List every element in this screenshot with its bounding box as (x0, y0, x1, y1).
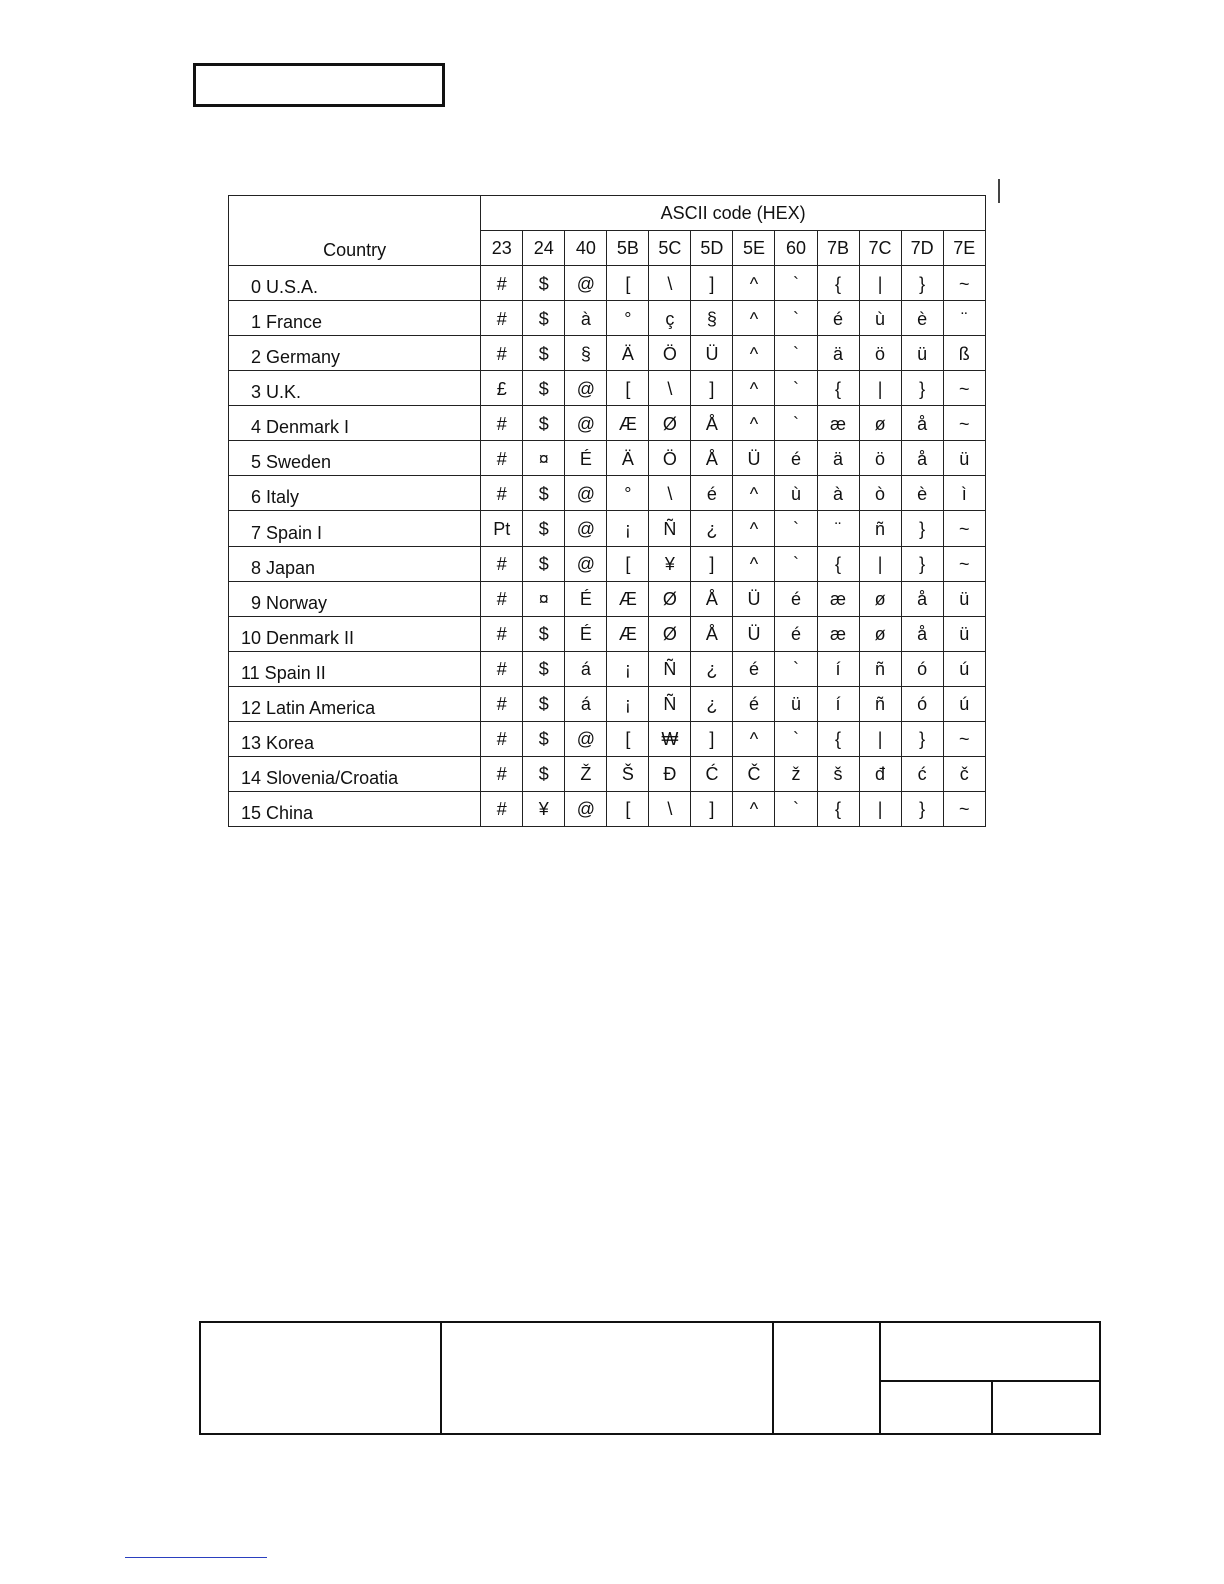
country-cell: 15 China (229, 791, 481, 826)
character-cell: \ (649, 266, 691, 301)
character-cell: ¥ (649, 546, 691, 581)
character-cell: Ø (649, 581, 691, 616)
character-cell: ñ (859, 511, 901, 546)
character-cell: Ø (649, 406, 691, 441)
character-cell: # (481, 581, 523, 616)
character-cell: è (901, 301, 943, 336)
character-cell: Ü (733, 616, 775, 651)
character-cell: ä (817, 336, 859, 371)
character-cell: ^ (733, 791, 775, 826)
revision-mark (998, 179, 1000, 203)
character-cell: ^ (733, 546, 775, 581)
hex-column-header: 40 (565, 231, 607, 266)
character-cell: ` (775, 651, 817, 686)
character-cell: é (817, 301, 859, 336)
character-cell: # (481, 721, 523, 756)
character-cell: $ (523, 686, 565, 721)
character-cell: # (481, 616, 523, 651)
character-cell: \ (649, 791, 691, 826)
character-cell: ^ (733, 336, 775, 371)
character-cell: é (733, 686, 775, 721)
table-row (229, 756, 986, 791)
character-cell: à (817, 476, 859, 511)
footer-link-underline (125, 1557, 267, 1558)
character-cell: ~ (943, 546, 985, 581)
character-cell: ` (775, 791, 817, 826)
country-cell: 7 Spain I (229, 511, 481, 546)
character-cell: @ (565, 791, 607, 826)
character-cell: ° (607, 476, 649, 511)
character-cell: ` (775, 721, 817, 756)
character-cell: é (775, 616, 817, 651)
character-cell: } (901, 721, 943, 756)
character-cell: $ (523, 266, 565, 301)
character-cell: £ (481, 371, 523, 406)
character-cell: Ä (607, 336, 649, 371)
character-cell: š (817, 756, 859, 791)
character-cell: ¨ (943, 301, 985, 336)
character-cell: } (901, 791, 943, 826)
title-block-divider (879, 1380, 1099, 1382)
character-cell: Ñ (649, 511, 691, 546)
character-cell: # (481, 406, 523, 441)
character-cell: ] (691, 546, 733, 581)
hex-column-header: 5C (649, 231, 691, 266)
character-cell: í (817, 686, 859, 721)
character-cell: É (565, 441, 607, 476)
character-cell: $ (523, 336, 565, 371)
character-cell: $ (523, 721, 565, 756)
character-cell: ç (649, 301, 691, 336)
character-cell: ^ (733, 476, 775, 511)
character-cell: Ñ (649, 651, 691, 686)
character-cell: ì (943, 476, 985, 511)
character-cell: { (817, 721, 859, 756)
table-row (229, 686, 986, 721)
table-row (229, 511, 986, 546)
character-cell: ø (859, 581, 901, 616)
character-cell: # (481, 686, 523, 721)
country-cell: 4 Denmark I (229, 406, 481, 441)
country-cell: 12 Latin America (229, 686, 481, 721)
hex-column-header: 23 (481, 231, 523, 266)
character-cell: ć (901, 756, 943, 791)
character-cell: ù (775, 476, 817, 511)
character-cell: Å (691, 441, 733, 476)
character-cell: ` (775, 266, 817, 301)
character-cell: ž (775, 756, 817, 791)
character-cell: ö (859, 336, 901, 371)
character-cell: ` (775, 371, 817, 406)
character-cell: Ü (691, 336, 733, 371)
hex-column-header: 7D (901, 231, 943, 266)
character-cell: Æ (607, 406, 649, 441)
character-cell: { (817, 266, 859, 301)
character-cell: è (901, 476, 943, 511)
character-cell: é (733, 651, 775, 686)
character-cell: @ (565, 476, 607, 511)
character-cell: ¡ (607, 651, 649, 686)
character-cell: æ (817, 406, 859, 441)
character-cell: å (901, 616, 943, 651)
country-column-header: Country (229, 196, 481, 266)
character-cell: | (859, 371, 901, 406)
character-cell: § (565, 336, 607, 371)
character-cell: ø (859, 616, 901, 651)
country-cell: 1 France (229, 301, 481, 336)
character-cell: ] (691, 266, 733, 301)
character-cell: ò (859, 476, 901, 511)
character-cell: ^ (733, 511, 775, 546)
character-cell: ù (859, 301, 901, 336)
character-cell: ¨ (817, 511, 859, 546)
character-cell: Ü (733, 441, 775, 476)
character-cell: ~ (943, 371, 985, 406)
character-cell: Č (733, 756, 775, 791)
character-cell: É (565, 616, 607, 651)
character-cell: ] (691, 371, 733, 406)
character-cell: \ (649, 371, 691, 406)
character-cell: } (901, 546, 943, 581)
character-cell: # (481, 301, 523, 336)
country-cell: 6 Italy (229, 476, 481, 511)
character-cell: Æ (607, 581, 649, 616)
character-cell: { (817, 546, 859, 581)
title-block-divider (772, 1323, 774, 1433)
character-cell: ^ (733, 301, 775, 336)
hex-column-header: 7E (943, 231, 985, 266)
character-cell: } (901, 511, 943, 546)
character-cell: ü (775, 686, 817, 721)
character-cell: ~ (943, 791, 985, 826)
character-cell: Ø (649, 616, 691, 651)
character-cell: ú (943, 686, 985, 721)
character-cell: | (859, 266, 901, 301)
character-cell: Š (607, 756, 649, 791)
table-row (229, 301, 986, 336)
character-cell: ^ (733, 371, 775, 406)
character-cell: í (817, 651, 859, 686)
table-row (229, 546, 986, 581)
character-cell: ~ (943, 266, 985, 301)
character-cell: Pt (481, 511, 523, 546)
character-cell: ~ (943, 511, 985, 546)
character-cell: $ (523, 616, 565, 651)
character-cell: Ö (649, 441, 691, 476)
country-cell: 10 Denmark II (229, 616, 481, 651)
character-cell: @ (565, 371, 607, 406)
table-row (229, 406, 986, 441)
table-row (229, 721, 986, 756)
character-cell: ñ (859, 651, 901, 686)
country-cell: 9 Norway (229, 581, 481, 616)
character-cell: \ (649, 476, 691, 511)
character-cell: é (691, 476, 733, 511)
character-cell: ø (859, 406, 901, 441)
character-cell: ó (901, 686, 943, 721)
character-cell: æ (817, 616, 859, 651)
character-cell: ¤ (523, 441, 565, 476)
character-cell: [ (607, 791, 649, 826)
character-cell: ú (943, 651, 985, 686)
character-cell: # (481, 441, 523, 476)
character-cell: ü (943, 581, 985, 616)
character-cell: ` (775, 336, 817, 371)
character-cell: @ (565, 406, 607, 441)
character-cell: Å (691, 616, 733, 651)
character-cell: Ö (649, 336, 691, 371)
character-cell: ö (859, 441, 901, 476)
character-cell: č (943, 756, 985, 791)
character-cell: $ (523, 511, 565, 546)
title-block-divider (440, 1323, 442, 1433)
character-cell: ` (775, 511, 817, 546)
hex-column-header: 5D (691, 231, 733, 266)
hex-column-header: 5E (733, 231, 775, 266)
character-cell: ~ (943, 721, 985, 756)
character-cell: ^ (733, 266, 775, 301)
character-cell: é (775, 441, 817, 476)
character-cell: ` (775, 406, 817, 441)
character-cell: ü (943, 441, 985, 476)
character-cell: á (565, 686, 607, 721)
character-cell: | (859, 721, 901, 756)
hex-column-header: 5B (607, 231, 649, 266)
character-cell: $ (523, 546, 565, 581)
character-cell: É (565, 581, 607, 616)
character-cell: @ (565, 266, 607, 301)
character-cell: # (481, 546, 523, 581)
title-block (199, 1321, 1101, 1435)
country-cell: 2 Germany (229, 336, 481, 371)
character-cell: ] (691, 721, 733, 756)
character-cell: ` (775, 546, 817, 581)
character-cell: ü (901, 336, 943, 371)
character-cell: ¿ (691, 651, 733, 686)
character-cell: § (691, 301, 733, 336)
country-cell: 14 Slovenia/Croatia (229, 756, 481, 791)
country-cell: 8 Japan (229, 546, 481, 581)
character-cell: ó (901, 651, 943, 686)
table-row (229, 336, 986, 371)
character-cell: ä (817, 441, 859, 476)
character-cell: [ (607, 371, 649, 406)
table-row (229, 581, 986, 616)
hex-column-header: 7B (817, 231, 859, 266)
character-cell: ~ (943, 406, 985, 441)
character-cell: # (481, 756, 523, 791)
country-cell: 11 Spain II (229, 651, 481, 686)
character-cell: ß (943, 336, 985, 371)
header-label-box (193, 63, 445, 107)
title-block-divider (991, 1380, 993, 1433)
table-row (229, 476, 986, 511)
character-cell: { (817, 791, 859, 826)
character-cell: Đ (649, 756, 691, 791)
table-row (229, 791, 986, 826)
character-cell: ¥ (523, 791, 565, 826)
character-cell: é (775, 581, 817, 616)
character-cell: ü (943, 616, 985, 651)
character-cell: @ (565, 721, 607, 756)
hex-column-header: 7C (859, 231, 901, 266)
table-body (229, 266, 986, 827)
title-block-divider (879, 1323, 881, 1433)
character-cell: á (565, 651, 607, 686)
character-cell: [ (607, 546, 649, 581)
character-cell: ] (691, 791, 733, 826)
character-cell: ñ (859, 686, 901, 721)
character-cell: Ž (565, 756, 607, 791)
character-cell: å (901, 581, 943, 616)
table-row (229, 266, 986, 301)
character-cell: ^ (733, 406, 775, 441)
character-cell: # (481, 266, 523, 301)
character-cell: @ (565, 511, 607, 546)
character-cell: Ä (607, 441, 649, 476)
character-cell: ¤ (523, 581, 565, 616)
hex-column-header: 60 (775, 231, 817, 266)
character-cell: Ñ (649, 686, 691, 721)
character-cell: # (481, 336, 523, 371)
character-cell: $ (523, 301, 565, 336)
character-cell: ¿ (691, 686, 733, 721)
character-cell: $ (523, 476, 565, 511)
character-cell: ₩ (649, 721, 691, 756)
character-cell: Ć (691, 756, 733, 791)
character-cell: Å (691, 581, 733, 616)
character-cell: Ü (733, 581, 775, 616)
country-cell: 5 Sweden (229, 441, 481, 476)
country-cell: 13 Korea (229, 721, 481, 756)
character-cell: | (859, 791, 901, 826)
table-row (229, 651, 986, 686)
table-row (229, 371, 986, 406)
character-cell: { (817, 371, 859, 406)
character-cell: Å (691, 406, 733, 441)
table-row (229, 616, 986, 651)
character-cell: ^ (733, 721, 775, 756)
character-cell: # (481, 476, 523, 511)
character-cell: [ (607, 266, 649, 301)
character-cell: à (565, 301, 607, 336)
character-cell: $ (523, 406, 565, 441)
character-cell: ` (775, 301, 817, 336)
character-cell: | (859, 546, 901, 581)
international-character-set-table (228, 195, 986, 827)
character-cell: ¡ (607, 511, 649, 546)
ascii-code-header: ASCII code (HEX) (481, 196, 986, 231)
character-cell: $ (523, 651, 565, 686)
hex-column-header: 24 (523, 231, 565, 266)
character-cell: } (901, 371, 943, 406)
character-cell: [ (607, 721, 649, 756)
character-cell: @ (565, 546, 607, 581)
character-cell: $ (523, 756, 565, 791)
character-cell: đ (859, 756, 901, 791)
character-cell: # (481, 791, 523, 826)
character-cell: # (481, 651, 523, 686)
character-cell: $ (523, 371, 565, 406)
character-cell: Æ (607, 616, 649, 651)
country-cell: 3 U.K. (229, 371, 481, 406)
country-cell: 0 U.S.A. (229, 266, 481, 301)
character-cell: å (901, 406, 943, 441)
table-row (229, 441, 986, 476)
character-cell: å (901, 441, 943, 476)
character-cell: ° (607, 301, 649, 336)
character-cell: } (901, 266, 943, 301)
character-cell: ¡ (607, 686, 649, 721)
character-cell: ¿ (691, 511, 733, 546)
character-cell: æ (817, 581, 859, 616)
